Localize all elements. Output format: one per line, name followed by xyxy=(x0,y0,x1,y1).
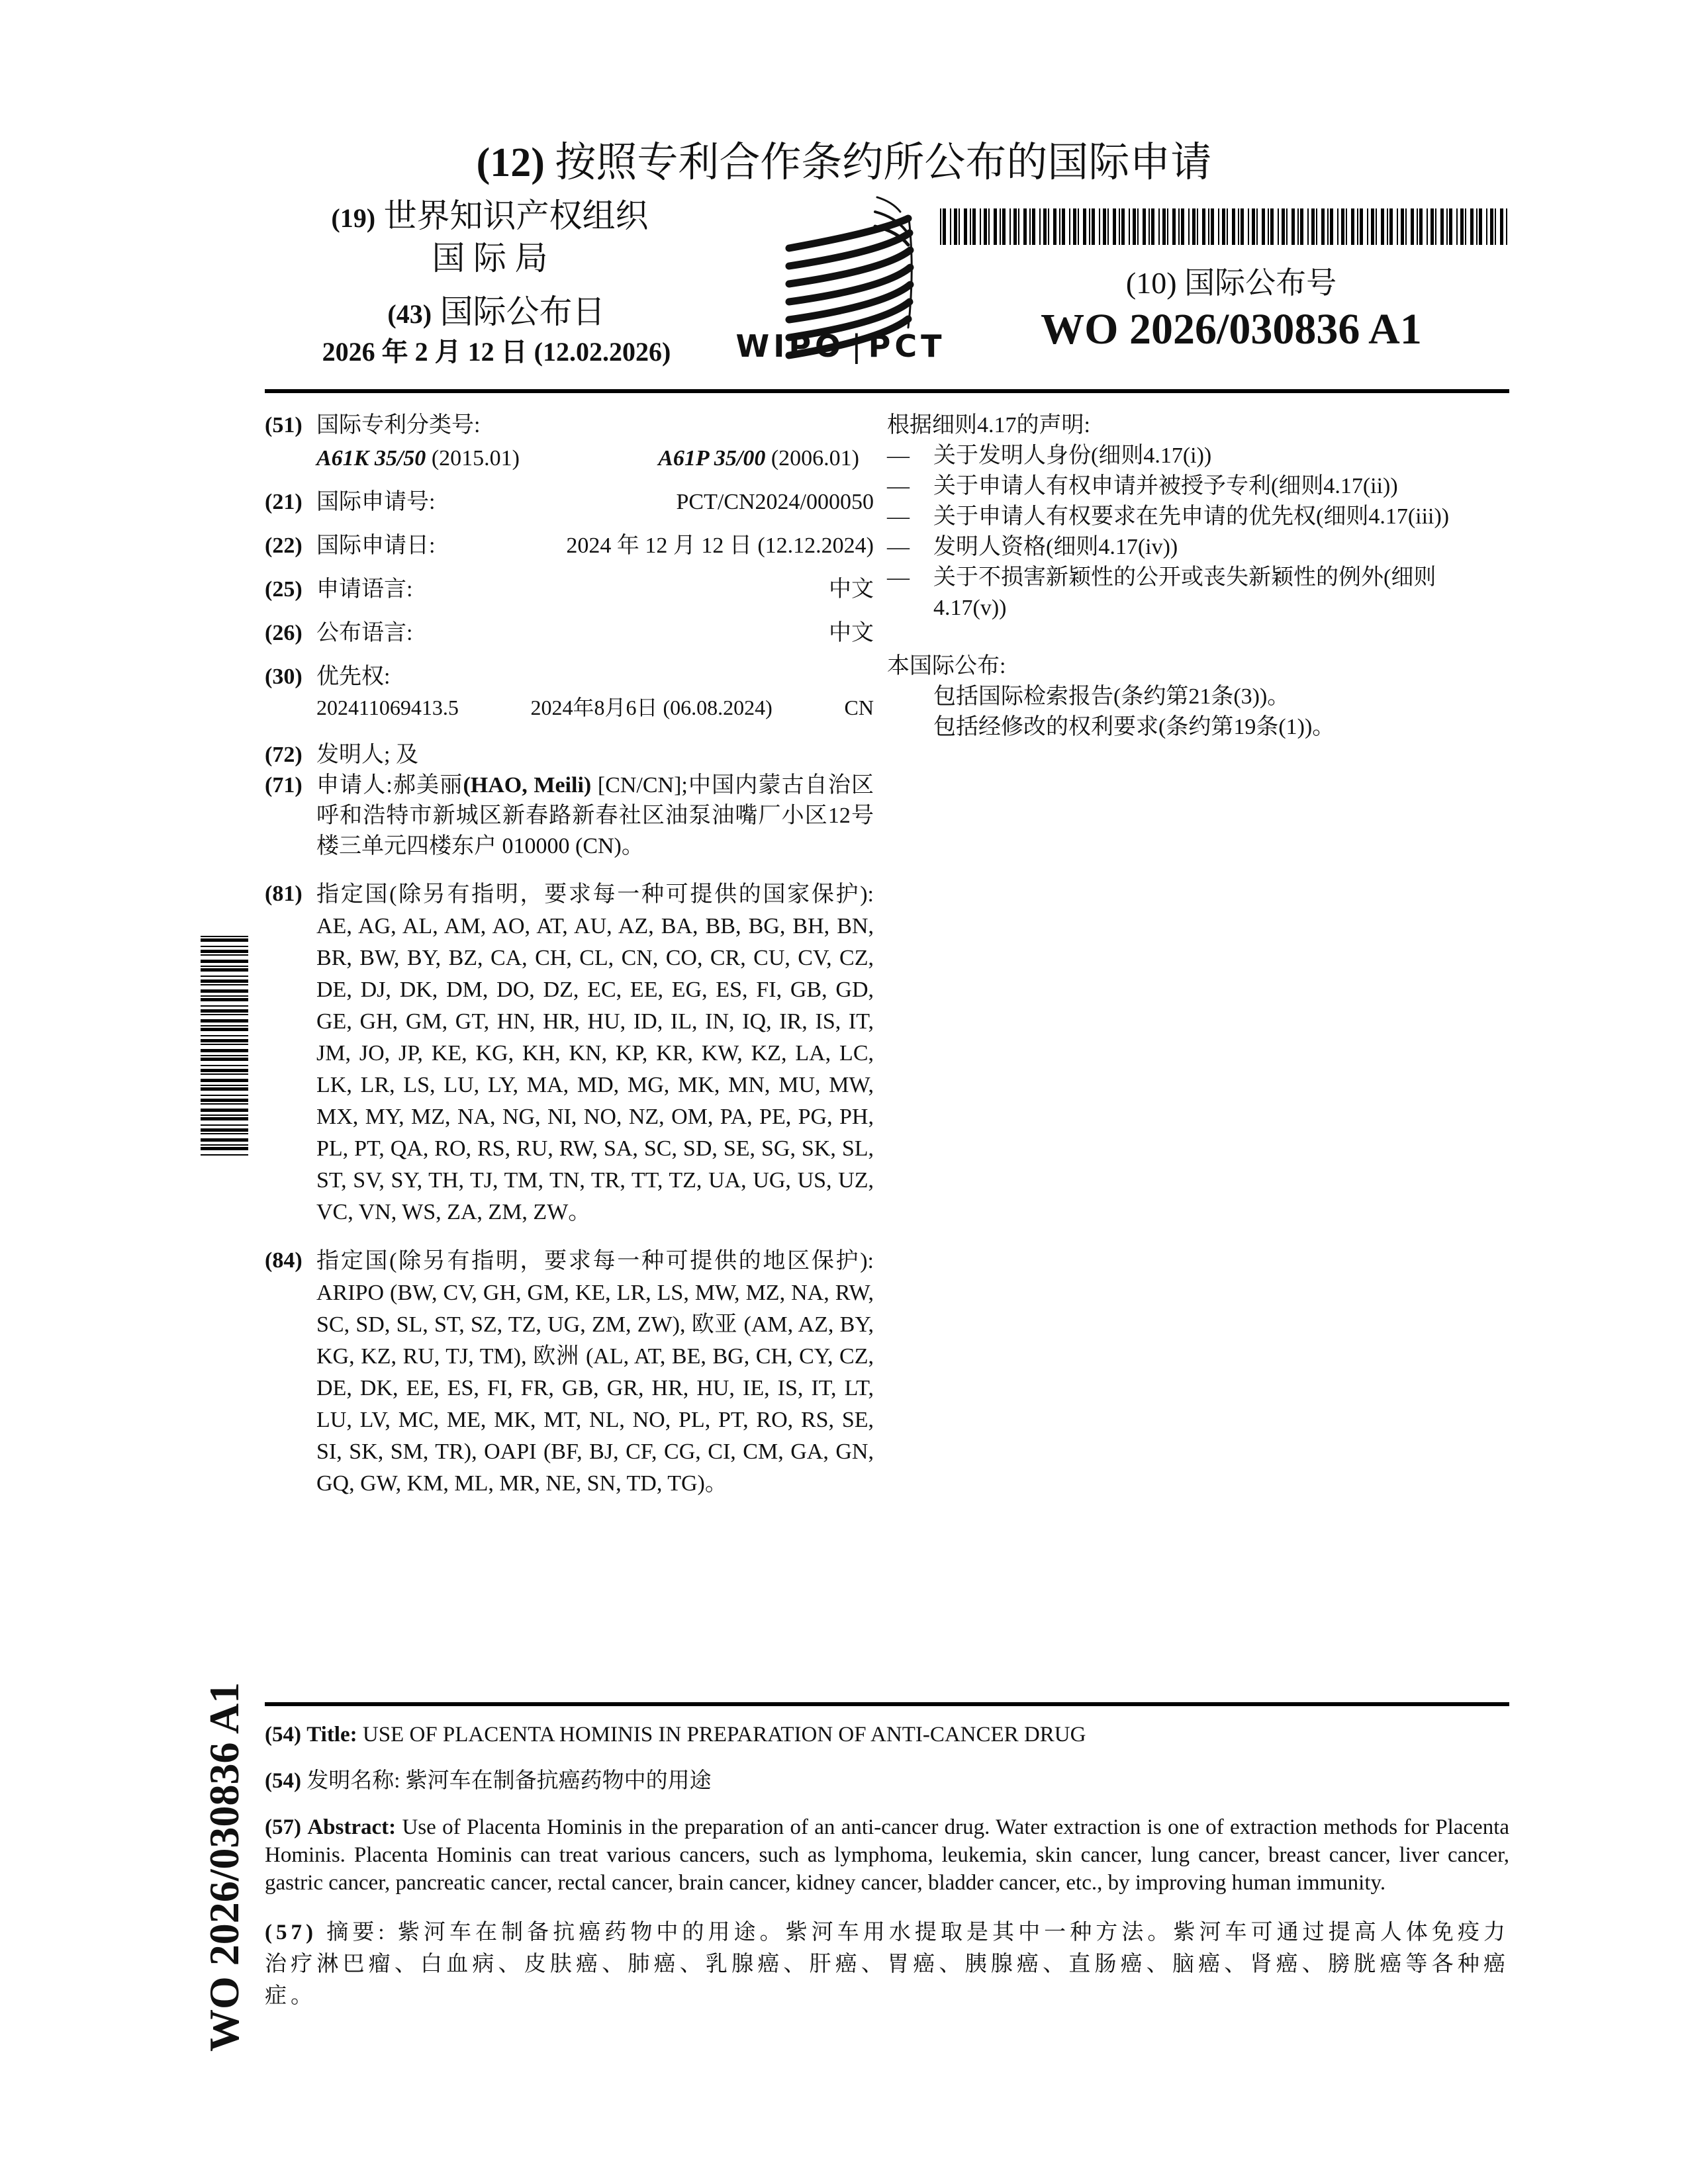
inid-code: (54) xyxy=(265,1769,301,1793)
applicant-label: 申请人: xyxy=(316,773,393,797)
application-number-value: PCT/CN2024/000050 xyxy=(676,490,874,514)
publication-language-label: 公布语言: xyxy=(316,621,413,645)
abstract-label: 摘要: xyxy=(326,1921,389,1944)
priority-date: 2024年8月6日 (06.08.2024) xyxy=(530,696,773,719)
inid-code: (84) xyxy=(265,1248,303,1273)
field-designated-regional xyxy=(265,1246,874,1500)
application-date-value: 2024 年 12 月 12 日 (12.12.2024) xyxy=(566,533,874,558)
abstract-text: Use of Placenta Hominis in the preparation of an anti-cancer drug. Water extraction is one of extraction methods for Placenta Hominis. Placenta Hominis can treat various cancers, such as lymphoma, leukemia, skin cancer, lung cancer, breast cancer, liver cancer, gastric cancer, pancreatic cancer, rectal cancer, brain cancer, kidney cancer, bladder cancer, etc., by improving human immunity. xyxy=(265,1815,1510,1895)
priority-label: 优先权: xyxy=(316,664,391,689)
barcode-icon xyxy=(940,208,1509,245)
organization-name: 世界知识产权组织 xyxy=(383,197,649,234)
vertical-publication-number: WO 2026/030836 A1 xyxy=(201,1682,248,2052)
published-item: 包括国际检索报告(条约第21条(3))。 xyxy=(933,684,1290,709)
inid-code: (72) xyxy=(265,743,303,767)
inid-code: (21) xyxy=(265,490,303,514)
designated-national-label: 指定国(除另有指明，要求每一种可提供的国家保护): xyxy=(316,882,874,907)
inid-code: (43) xyxy=(387,299,432,329)
declaration-item xyxy=(887,441,1509,471)
divider xyxy=(265,389,1509,393)
title-abstract-section xyxy=(265,1714,1509,2012)
declarations-heading: 根据细则4.17的声明: xyxy=(887,413,1090,437)
document-type-text: 按照专利合作条约所公布的国际申请 xyxy=(555,140,1212,185)
declaration-text: 关于申请人有权要求在先申请的优先权(细则4.17(iii)) xyxy=(933,504,1450,529)
dash-bullet: — xyxy=(887,535,910,559)
field-filing-language xyxy=(265,574,874,605)
title-label: 发明名称: xyxy=(306,1769,400,1793)
wipo-wordmark: WIPO xyxy=(735,328,845,364)
inid-code: (25) xyxy=(265,577,303,602)
inid-code: (26) xyxy=(265,621,303,645)
published-item: 包括经修改的权利要求(条约第19条(1))。 xyxy=(933,715,1335,739)
declaration-item xyxy=(887,532,1509,563)
inid-code: (12) xyxy=(476,140,545,185)
abstract-text: 紫河车在制备抗癌药物中的用途。紫河车用水提取是其中一种方法。紫河车可通过提高人体免疫力治疗淋巴瘤、白血病、皮肤癌、肺癌、乳腺癌、肝癌、胃癌、胰腺癌、直肠癌、脑癌、肾癌、膀胱癌等各种癌症。 xyxy=(265,1921,1510,2008)
inid-code: (51) xyxy=(265,413,303,437)
filing-language-label: 申请语言: xyxy=(316,577,413,602)
title-text: USE OF PLACENTA HOMINIS IN PREPARATION OF ANTI-CANCER DRUG xyxy=(362,1723,1086,1747)
declaration-text: 关于发明人身份(细则4.17(i)) xyxy=(933,443,1212,468)
wipo-pct-wordmark xyxy=(728,328,953,365)
inid-code: (57) xyxy=(265,1921,317,1944)
field-designated-national xyxy=(265,879,874,1228)
applicant-name-zh: 郝美丽 xyxy=(392,773,463,797)
bibliographic-left-column xyxy=(265,397,874,1500)
inventor-label: 发明人; 及 xyxy=(316,743,418,767)
organization-block xyxy=(291,196,688,278)
applicant-nationality: [CN/CN]; xyxy=(597,773,688,797)
dash-bullet: — xyxy=(887,504,910,529)
divider xyxy=(265,1702,1509,1706)
field-applicant xyxy=(265,770,874,862)
field-inventor xyxy=(265,740,874,770)
inid-code: (30) xyxy=(265,664,303,689)
inid-code: (19) xyxy=(331,203,376,233)
declaration-text: 关于申请人有权申请并被授予专利(细则4.17(ii)) xyxy=(933,474,1398,498)
priority-country: CN xyxy=(844,696,874,719)
application-number-label: 国际申请号: xyxy=(316,490,436,514)
priority-entry xyxy=(316,692,874,723)
publication-date-label: 国际公布日 xyxy=(440,293,606,330)
published-heading: 本国际公布: xyxy=(887,654,1006,678)
bibliographic-right-column xyxy=(887,397,1509,743)
publication-number-block xyxy=(953,263,1509,356)
field-priority xyxy=(265,662,874,723)
application-date-label: 国际申请日: xyxy=(316,533,436,558)
organization-bureau: 国 际 局 xyxy=(432,240,548,277)
publication-date-value: 2026 年 2 月 12 日 (12.02.2026) xyxy=(322,337,671,367)
declaration-item xyxy=(887,502,1509,532)
wordmark-separator: | xyxy=(851,328,862,364)
field-application-number xyxy=(265,487,874,518)
ipc-version: (2015.01) xyxy=(431,446,520,471)
abstract-english xyxy=(265,1813,1509,1897)
dash-bullet: — xyxy=(887,474,910,498)
document-type-heading xyxy=(0,139,1688,187)
publication-language-value: 中文 xyxy=(829,621,874,645)
filing-language-value: 中文 xyxy=(829,577,874,602)
publication-number-value: WO 2026/030836 A1 xyxy=(1041,305,1422,353)
designated-regional-countries: ARIPO (BW, CV, GH, GM, KE, LR, LS, MW, MZ, NA, RW, SC, SD, SL, ST, SZ, TZ, UG, ZM, ZW), 欧亚 (AM, AZ, BY, KG, KZ, RU, TJ, TM), 欧洲 (AL, AT, BE, BG, CH, CY, CZ, DE, DK, EE, ES, FI, FR, GB, GR, HR, HU, IE, IS, IT, LT, LU, LV, MC, ME, MK, MT, NL, NO, PL, PT, RO, RS, SE, SI, SK, SM, TR), OAPI (BF, BJ, CF, CG, CI, CM, GA, GN, GQ, GW, KM, ML, MR, NE, SN, TD, TG)。 xyxy=(316,1281,874,1496)
title-text: 紫河车在制备抗癌药物中的用途 xyxy=(405,1769,712,1793)
title-chinese xyxy=(265,1767,1509,1795)
designated-national-countries: AE, AG, AL, AM, AO, AT, AU, AZ, BA, BB, BG, BH, BN, BR, BW, BY, BZ, CA, CH, CL, CN, CO, CR, CU, CV, CZ, DE, DJ, DK, DM, DO, DZ, EC, EE, EG, ES, FI, GB, GD, GE, GH, GM, GT, HN, HR, HU, ID, IL, IN, IQ, IR, IS, IT, JM, JO, JP, KE, KG, KH, KN, KP, KR, KW, KZ, LA, LC, LK, LR, LS, LU, LY, MA, MD, MG, MK, MN, MU, MW, MX, MY, MZ, NA, NG, NI, NO, NZ, OM, PA, PE, PG, PH, PL, PT, QA, RO, RS, RU, RW, SA, SC, SD, SE, SG, SK, SL, ST, SV, SY, TH, TJ, TM, TN, TR, TT, TZ, UA, UG, US, UZ, VC, VN, WS, ZA, ZM, ZW。 xyxy=(316,914,874,1224)
inid-code: (54) xyxy=(265,1723,301,1747)
vertical-barcode-icon xyxy=(201,936,248,1157)
applicant-name-en: (HAO, Meili) xyxy=(463,773,592,797)
dash-bullet: — xyxy=(887,443,910,468)
field-application-date xyxy=(265,531,874,561)
declaration-text: 关于不损害新颖性的公开或丧失新颖性的例外(细则4.17(v)) xyxy=(933,565,1436,620)
field-ipc xyxy=(265,410,874,474)
publication-number-label: 国际公布号 xyxy=(1184,266,1337,300)
title-label: Title: xyxy=(306,1723,357,1747)
abstract-label: Abstract: xyxy=(307,1815,397,1839)
title-english xyxy=(265,1721,1509,1749)
publication-date-block xyxy=(291,291,702,369)
pct-wordmark: PCT xyxy=(868,328,946,364)
inid-code: (81) xyxy=(265,882,303,906)
declaration-text: 发明人资格(细则4.17(iv)) xyxy=(933,535,1178,559)
ipc-version: (2006.01) xyxy=(771,446,859,471)
ipc-class: A61P 35/00 xyxy=(658,446,766,471)
applicant-address: 中国内蒙古自治区呼和浩特市新城区新春路新春社区油泵油嘴厂小区12号楼三单元四楼东户 010000 (CN)。 xyxy=(316,773,874,858)
dash-bullet: — xyxy=(887,565,910,590)
ipc-class: A61K 35/50 xyxy=(316,446,426,471)
designated-regional-label: 指定国(除另有指明，要求每一种可提供的地区保护): xyxy=(316,1249,874,1273)
abstract-chinese xyxy=(265,1917,1509,2012)
field-publication-language xyxy=(265,618,874,649)
ipc-label: 国际专利分类号: xyxy=(316,413,481,437)
inid-code: (10) xyxy=(1125,266,1177,300)
inid-code: (57) xyxy=(265,1815,301,1839)
declaration-item xyxy=(887,563,1509,623)
priority-number: 202411069413.5 xyxy=(316,696,459,719)
inid-code: (22) xyxy=(265,533,303,558)
inid-code: (71) xyxy=(265,773,303,797)
declaration-item xyxy=(887,471,1509,502)
